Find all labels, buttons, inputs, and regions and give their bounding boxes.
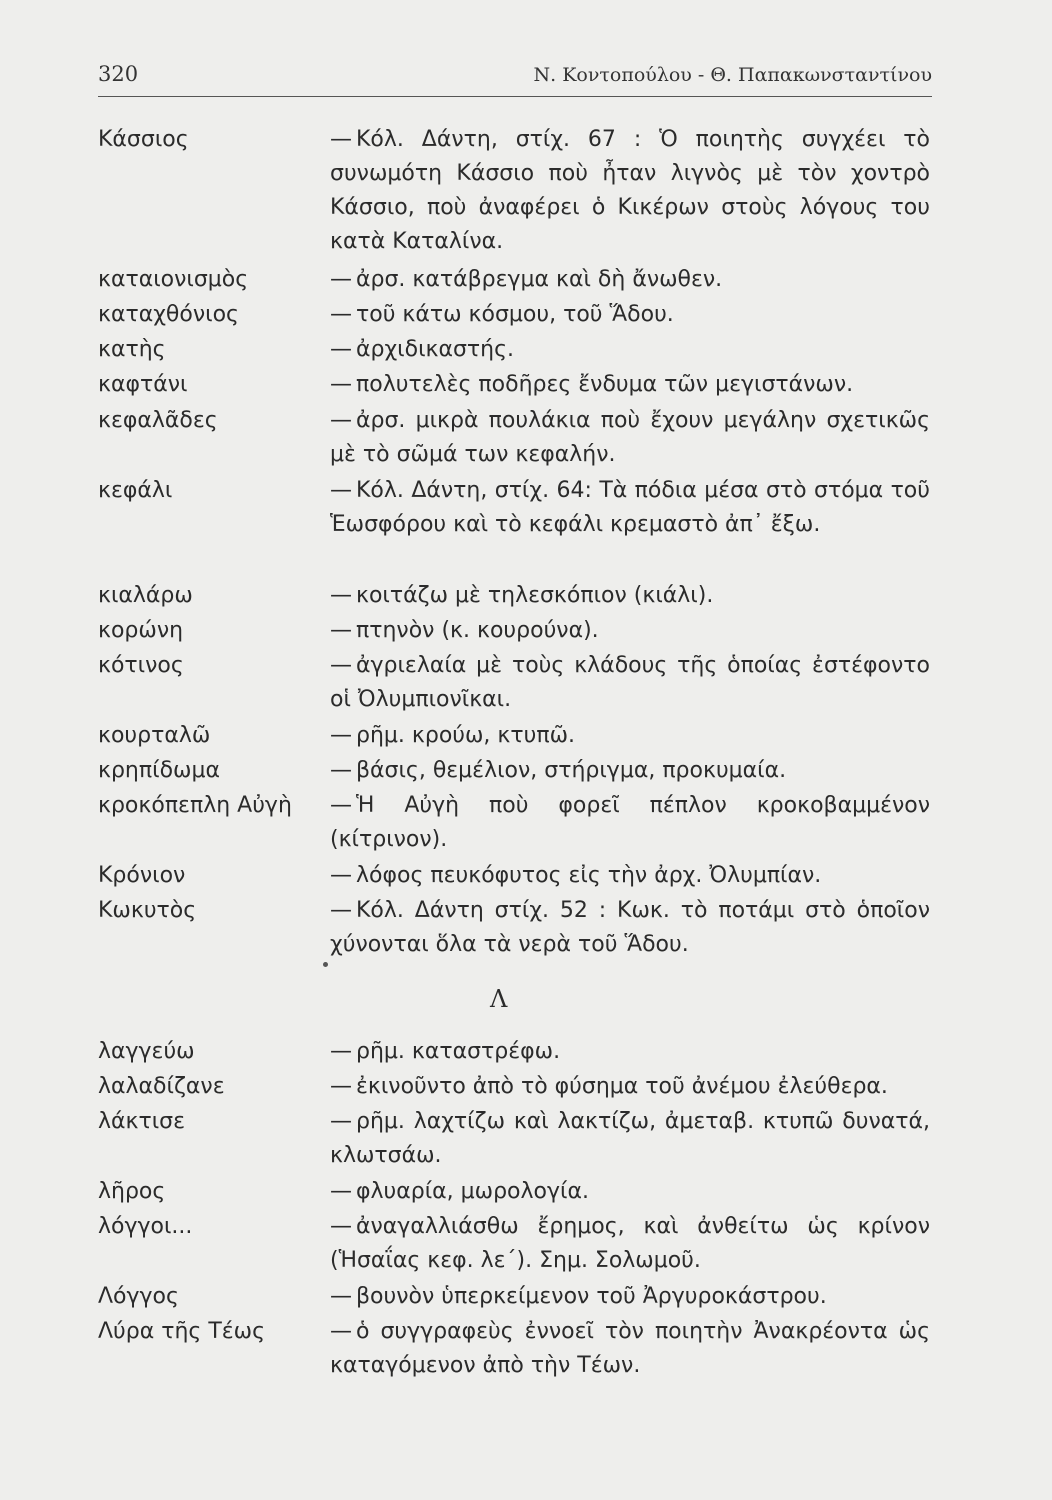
entry-term: κατὴς	[98, 337, 166, 362]
entry-term: καταιονισμὸς	[98, 267, 249, 292]
entry-dash: —	[330, 478, 352, 503]
entry-dash: —	[330, 583, 352, 608]
entry-definition-text: Κόλ. Δάντη, στίχ. 64: Τὰ πόδια μέσα στὸ στόμα τοῦ Ἑωσφόρου καὶ τὸ κεφάλι κρεμαστὸ ἀπ᾿ ἔξω.	[330, 478, 930, 537]
entry-definition	[330, 859, 930, 893]
entry-dash: —	[330, 758, 352, 783]
entry-term: λαγγεύω	[98, 1039, 195, 1064]
entry-definition	[330, 333, 930, 367]
entry-dash: —	[330, 653, 352, 678]
entry-term: Κρόνιον	[98, 863, 186, 888]
entry-definition	[330, 404, 930, 472]
entry-definition	[330, 649, 930, 717]
entry-term: κιαλάρω	[98, 583, 193, 608]
entry-definition	[330, 894, 930, 962]
entry-term: Λύρα τῆς Τέως	[98, 1319, 265, 1344]
entry-definition-text: τοῦ κάτω κόσμου, τοῦ Ἅδου.	[356, 302, 674, 327]
entry-definition	[330, 298, 930, 332]
entry-term: κότινος	[98, 653, 184, 678]
entry-definition-text: ἐκινοῦντο ἀπὸ τὸ φύσημα τοῦ ἀνέμου ἐλεύθερα.	[356, 1074, 888, 1099]
entry-definition-text: Ἡ Αὐγὴ ποὺ φορεῖ πέπλον κροκοβαμμένον (κίτρινον).	[330, 793, 930, 852]
entry-term: κορώνη	[98, 618, 184, 643]
entry-definition	[330, 123, 930, 259]
entry-definition	[330, 614, 930, 648]
entry-definition-text: Κόλ. Δάντη, στίχ. 67 : Ὁ ποιητὴς συγχέει τὸ συνωμότη Κάσσιο ποὺ ἦταν λιγνὸς μὲ τὸν χοντρὸ Κάσσιο, ποὺ ἀναφέρει ὁ Κικέρων στοὺς λόγους του κατὰ Καταλίνα.	[330, 127, 930, 254]
entry-term: κεφαλᾶδες	[98, 408, 218, 433]
entry-term: κουρταλῶ	[98, 723, 211, 748]
entry-term: κεφάλι	[98, 478, 173, 503]
entry-dash: —	[330, 863, 352, 888]
entry-term: κροκόπεπλη Αὐγὴ	[98, 793, 292, 818]
entry-dash: —	[330, 127, 352, 152]
entry-dash: —	[330, 793, 352, 818]
entry-dash: —	[330, 1319, 352, 1344]
entry-term: λῆρος	[98, 1179, 166, 1204]
entry-definition-text: ἀρχιδικαστής.	[356, 337, 515, 362]
entry-term: Λόγγος	[98, 1284, 179, 1309]
entry-dash: —	[330, 372, 352, 397]
entry-dash: —	[330, 1214, 352, 1239]
entry-definition-text: κοιτάζω μὲ τηλεσκόπιον (κιάλι).	[356, 583, 714, 608]
entry-definition-text: ὁ συγγραφεὺς ἐννοεῖ τὸν ποιητὴν Ἀνακρέοντα ὡς καταγόμενον ἀπὸ τὴν Τέων.	[330, 1319, 930, 1378]
entry-definition-text: λόφος πευκόφυτος εἰς τὴν ἀρχ. Ὀλυμπίαν.	[356, 863, 822, 888]
entry-definition-text: Κόλ. Δάντη στίχ. 52 : Κωκ. τὸ ποτάμι στὸ ὁποῖον χύνονται ὅλα τὰ νερὰ τοῦ Ἅδου.	[330, 898, 930, 957]
entry-definition	[330, 263, 930, 297]
entry-term: λόγγοι...	[98, 1214, 193, 1239]
entry-dash: —	[330, 1109, 352, 1134]
entry-term: καφτάνι	[98, 372, 188, 397]
entry-definition	[330, 368, 930, 402]
entry-definition-text: ἀρσ. κατάβρεγμα καὶ δὴ ἄνωθεν.	[356, 267, 723, 292]
entry-definition	[330, 719, 930, 753]
page-header	[98, 62, 932, 97]
entry-definition	[330, 754, 930, 788]
entry-term: Κάσσιος	[98, 127, 189, 152]
entry-definition	[330, 1175, 930, 1209]
entry-definition-text: ἀρσ. μικρὰ πουλάκια ποὺ ἔχουν μεγάλην σχετικῶς μὲ τὸ σῶμά των κεφαλήν.	[330, 408, 930, 467]
entry-dash: —	[330, 723, 352, 748]
section-letter: Λ	[490, 985, 508, 1013]
entry-dash: —	[330, 618, 352, 643]
entry-definition	[330, 1280, 930, 1314]
ink-dot	[323, 962, 328, 967]
entry-dash: —	[330, 1284, 352, 1309]
entry-definition-text: βουνὸν ὑπερκείμενον τοῦ Ἀργυροκάστρου.	[356, 1284, 827, 1309]
running-head: Ν. Κοντοπούλου - Θ. Παπακωνσταντίνου	[533, 64, 932, 86]
entry-definition	[330, 1210, 930, 1278]
entry-dash: —	[330, 302, 352, 327]
entry-definition	[330, 789, 930, 857]
entry-term: καταχθόνιος	[98, 302, 239, 327]
entry-dash: —	[330, 898, 352, 923]
entry-definition	[330, 474, 930, 542]
entry-definition-text: πτηνὸν (κ. κουρούνα).	[356, 618, 599, 643]
entry-term: λαλαδίζανε	[98, 1074, 225, 1099]
entry-dash: —	[330, 408, 352, 433]
entry-dash: —	[330, 1039, 352, 1064]
entry-definition	[330, 1035, 930, 1069]
page-number: 320	[98, 62, 139, 86]
entry-dash: —	[330, 267, 352, 292]
entry-dash: —	[330, 1074, 352, 1099]
entry-definition	[330, 1315, 930, 1383]
entry-definition-text: ἀναγαλλιάσθω ἔρημος, καὶ ἀνθείτω ὡς κρίνον (Ἡσαΐας κεφ. λε΄). Σημ. Σολωμοῦ.	[330, 1214, 930, 1273]
entry-term: λάκτισε	[98, 1109, 186, 1134]
entry-definition	[330, 1070, 930, 1104]
entry-term: κρηπίδωμα	[98, 758, 220, 783]
entry-definition	[330, 1105, 930, 1173]
entry-definition	[330, 579, 930, 613]
entry-dash: —	[330, 1179, 352, 1204]
entry-definition-text: πολυτελὲς ποδῆρες ἔνδυμα τῶν μεγιστάνων.	[356, 372, 854, 397]
entry-definition-text: βάσις, θεμέλιον, στήριγμα, προκυμαία.	[356, 758, 787, 783]
entry-dash: —	[330, 337, 352, 362]
entry-definition-text: ρῆμ. λαχτίζω καὶ λακτίζω, ἀμεταβ. κτυπῶ δυνατά, κλωτσάω.	[330, 1109, 930, 1168]
entry-definition-text: φλυαρία, μωρολογία.	[356, 1179, 589, 1204]
entry-definition-text: ἀγριελαία μὲ τοὺς κλάδους τῆς ὁποίας ἐστέφοντο οἱ Ὀλυμπιονῖκαι.	[330, 653, 930, 712]
entry-definition-text: ρῆμ. κρούω, κτυπῶ.	[356, 723, 576, 748]
entry-definition-text: ρῆμ. καταστρέφω.	[356, 1039, 561, 1064]
entry-term: Κωκυτὸς	[98, 898, 197, 923]
